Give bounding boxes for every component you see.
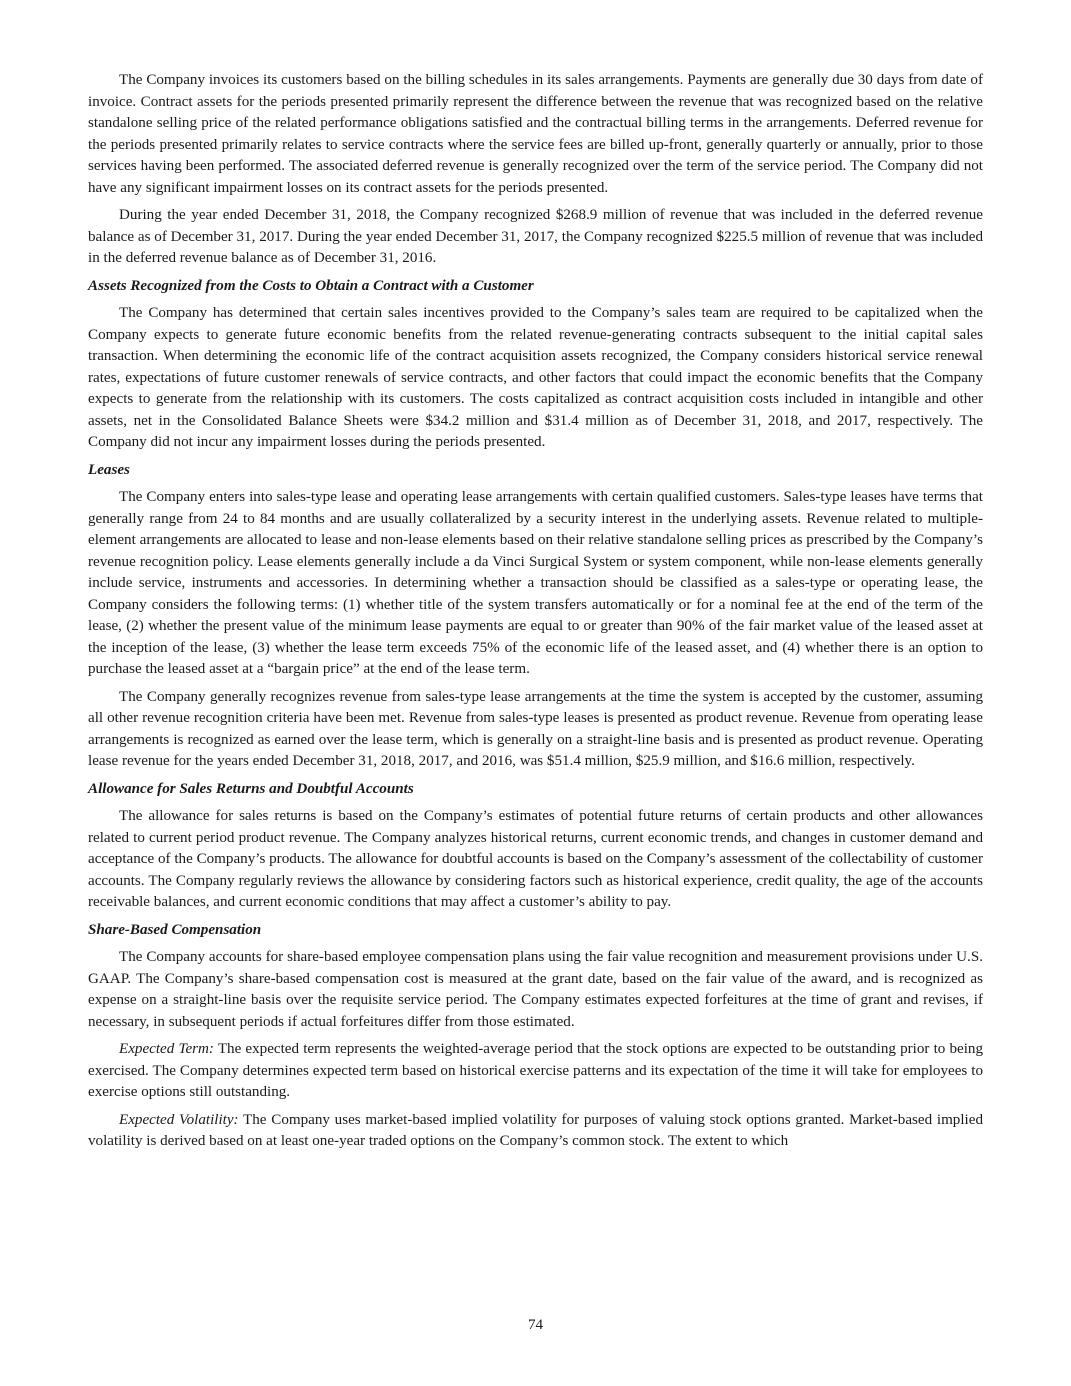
expected-volatility-lead: Expected Volatility: <box>119 1111 239 1128</box>
heading-contract-costs: Assets Recognized from the Costs to Obtain a Contract with a Customer <box>88 277 534 294</box>
heading-leases: Leases <box>88 461 130 478</box>
paragraph-leases-2: The Company generally recognizes revenue from sales-type lease arrangements at the time the system is accepted by the customer, assuming all other revenue recognition criteria have been met. Revenue from sales-type leases is presented as product revenue. Revenue from operating lease arrangements is recognized as earned over the lease term, which is generally on a straight-line basis and is presented as product revenue. Operating lease revenue for the years ended December 31, 2018, 2017, and 2016, was $51.4 million, $25.9 million, and $16.6 million, respectively. <box>88 688 983 769</box>
heading-allowance: Allowance for Sales Returns and Doubtful Accounts <box>88 780 414 797</box>
paragraph-allowance: The allowance for sales returns is based on the Company’s estimates of potential future returns of certain products and other allowances related to current period product revenue. The Company analyzes historical returns, current economic trends, and changes in customer demand and acceptance of the Company’s products. The allowance for doubtful accounts is based on the Company’s assessment of the collectability of customer accounts. The Company regularly reviews the allowance by considering factors such as historical experience, credit quality, the age of the accounts receivable balances, and current economic conditions that may affect a customer’s ability to pay. <box>88 808 983 910</box>
paragraph-leases-1: The Company enters into sales-type lease and operating lease arrangements with certain qualified customers. Sales-type leases have terms that generally range from 24 to 84 months and are usually collateralized by a security interest in the underlying assets. Revenue related to multiple-element arrangements are allocated to lease and non-lease elements based on their relative standalone selling prices as prescribed by the Company’s revenue recognition policy. Lease elements generally include a da Vinci Surgical System or system component, while non-lease elements generally include service, instruments and accessories. In determining whether a transaction should be classified as a sales-type or operating lease, the Company considers the following terms: (1) whether title of the system transfers automatically or for a nominal fee at the end of the term of the lease, (2) whether the present value of the minimum lease payments are equal to or greater than 90% of the fair market value of the leased asset at the inception of the lease, (3) whether the lease term exceeds 75% of the economic life of the leased asset, and (4) whether there is an option to purchase the leased asset at a “bargain price” at the end of the lease term. <box>88 489 983 677</box>
heading-share-based: Share-Based Compensation <box>88 921 262 938</box>
expected-volatility-text: The Company uses market-based implied volatility for purposes of valuing stock options granted. Market-based implied volatility is derived based on at least one-year traded options on the Company’s common stock. The extent to which <box>88 1111 983 1149</box>
paragraph-contract-costs: The Company has determined that certain sales incentives provided to the Company’s sales team are required to be capitalized when the Company expects to generate future economic benefits from the related revenue-generating contracts subsequent to the initial capital sales transaction. When determining the economic life of the contract acquisition assets recognized, the Company considers historical service renewal rates, expectations of future customer renewals of service contracts, and other factors that could impact the economic benefits that the Company expects to generate from the relationship with its customers. The costs capitalized as contract acquisition costs included in intangible and other assets, net in the Consolidated Balance Sheets were $34.2 million and $31.4 million as of December 31, 2018, and 2017, respectively. The Company did not incur any impairment losses during the periods presented. <box>88 305 983 450</box>
paragraph-deferred-revenue: During the year ended December 31, 2018, the Company recognized $268.9 million of revenue that was included in the deferred revenue balance as of December 31, 2017. During the year ended December 31, 2017, the Company recognized $225.5 million of revenue that was included in the deferred revenue balance as of December 31, 2016. <box>88 207 983 266</box>
page-number: 74 <box>527 1317 544 1333</box>
document-page <box>88 70 983 1159</box>
expected-term-text: The expected term represents the weighted-average period that the stock options are expected to be outstanding prior to being exercised. The Company determines expected term based on historical exercise patterns and its expectation of the time it will take for employees to exercise options still outstanding. <box>88 1041 983 1100</box>
paragraph-expected-volatility <box>88 1110 983 1153</box>
paragraph-invoicing: The Company invoices its customers based on the billing schedules in its sales arrangements. Payments are generally due 30 days from date of invoice. Contract assets for the periods presented primarily represent the difference between the revenue that was recognized based on the relative standalone selling price of the related performance obligations satisfied and the contractual billing terms in the arrangements. Deferred revenue for the periods presented primarily relates to service contracts where the service fees are billed up-front, generally quarterly or annually, prior to those services having been performed. The associated deferred revenue is generally recognized over the term of the service period. The Company did not have any significant impairment losses on its contract assets for the periods presented. <box>88 72 983 196</box>
paragraph-expected-term <box>88 1039 983 1104</box>
expected-term-lead: Expected Term: <box>119 1041 214 1057</box>
paragraph-share-based: The Company accounts for share-based employee compensation plans using the fair value recognition and measurement provisions under U.S. GAAP. The Company’s share-based compensation cost is measured at the grant date, based on the fair value of the award, and is recognized as expense on a straight-line basis over the requisite service period. The Company estimates expected forfeitures at the time of grant and revises, if necessary, in subsequent periods if actual forfeitures differ from those estimated. <box>88 949 983 1030</box>
